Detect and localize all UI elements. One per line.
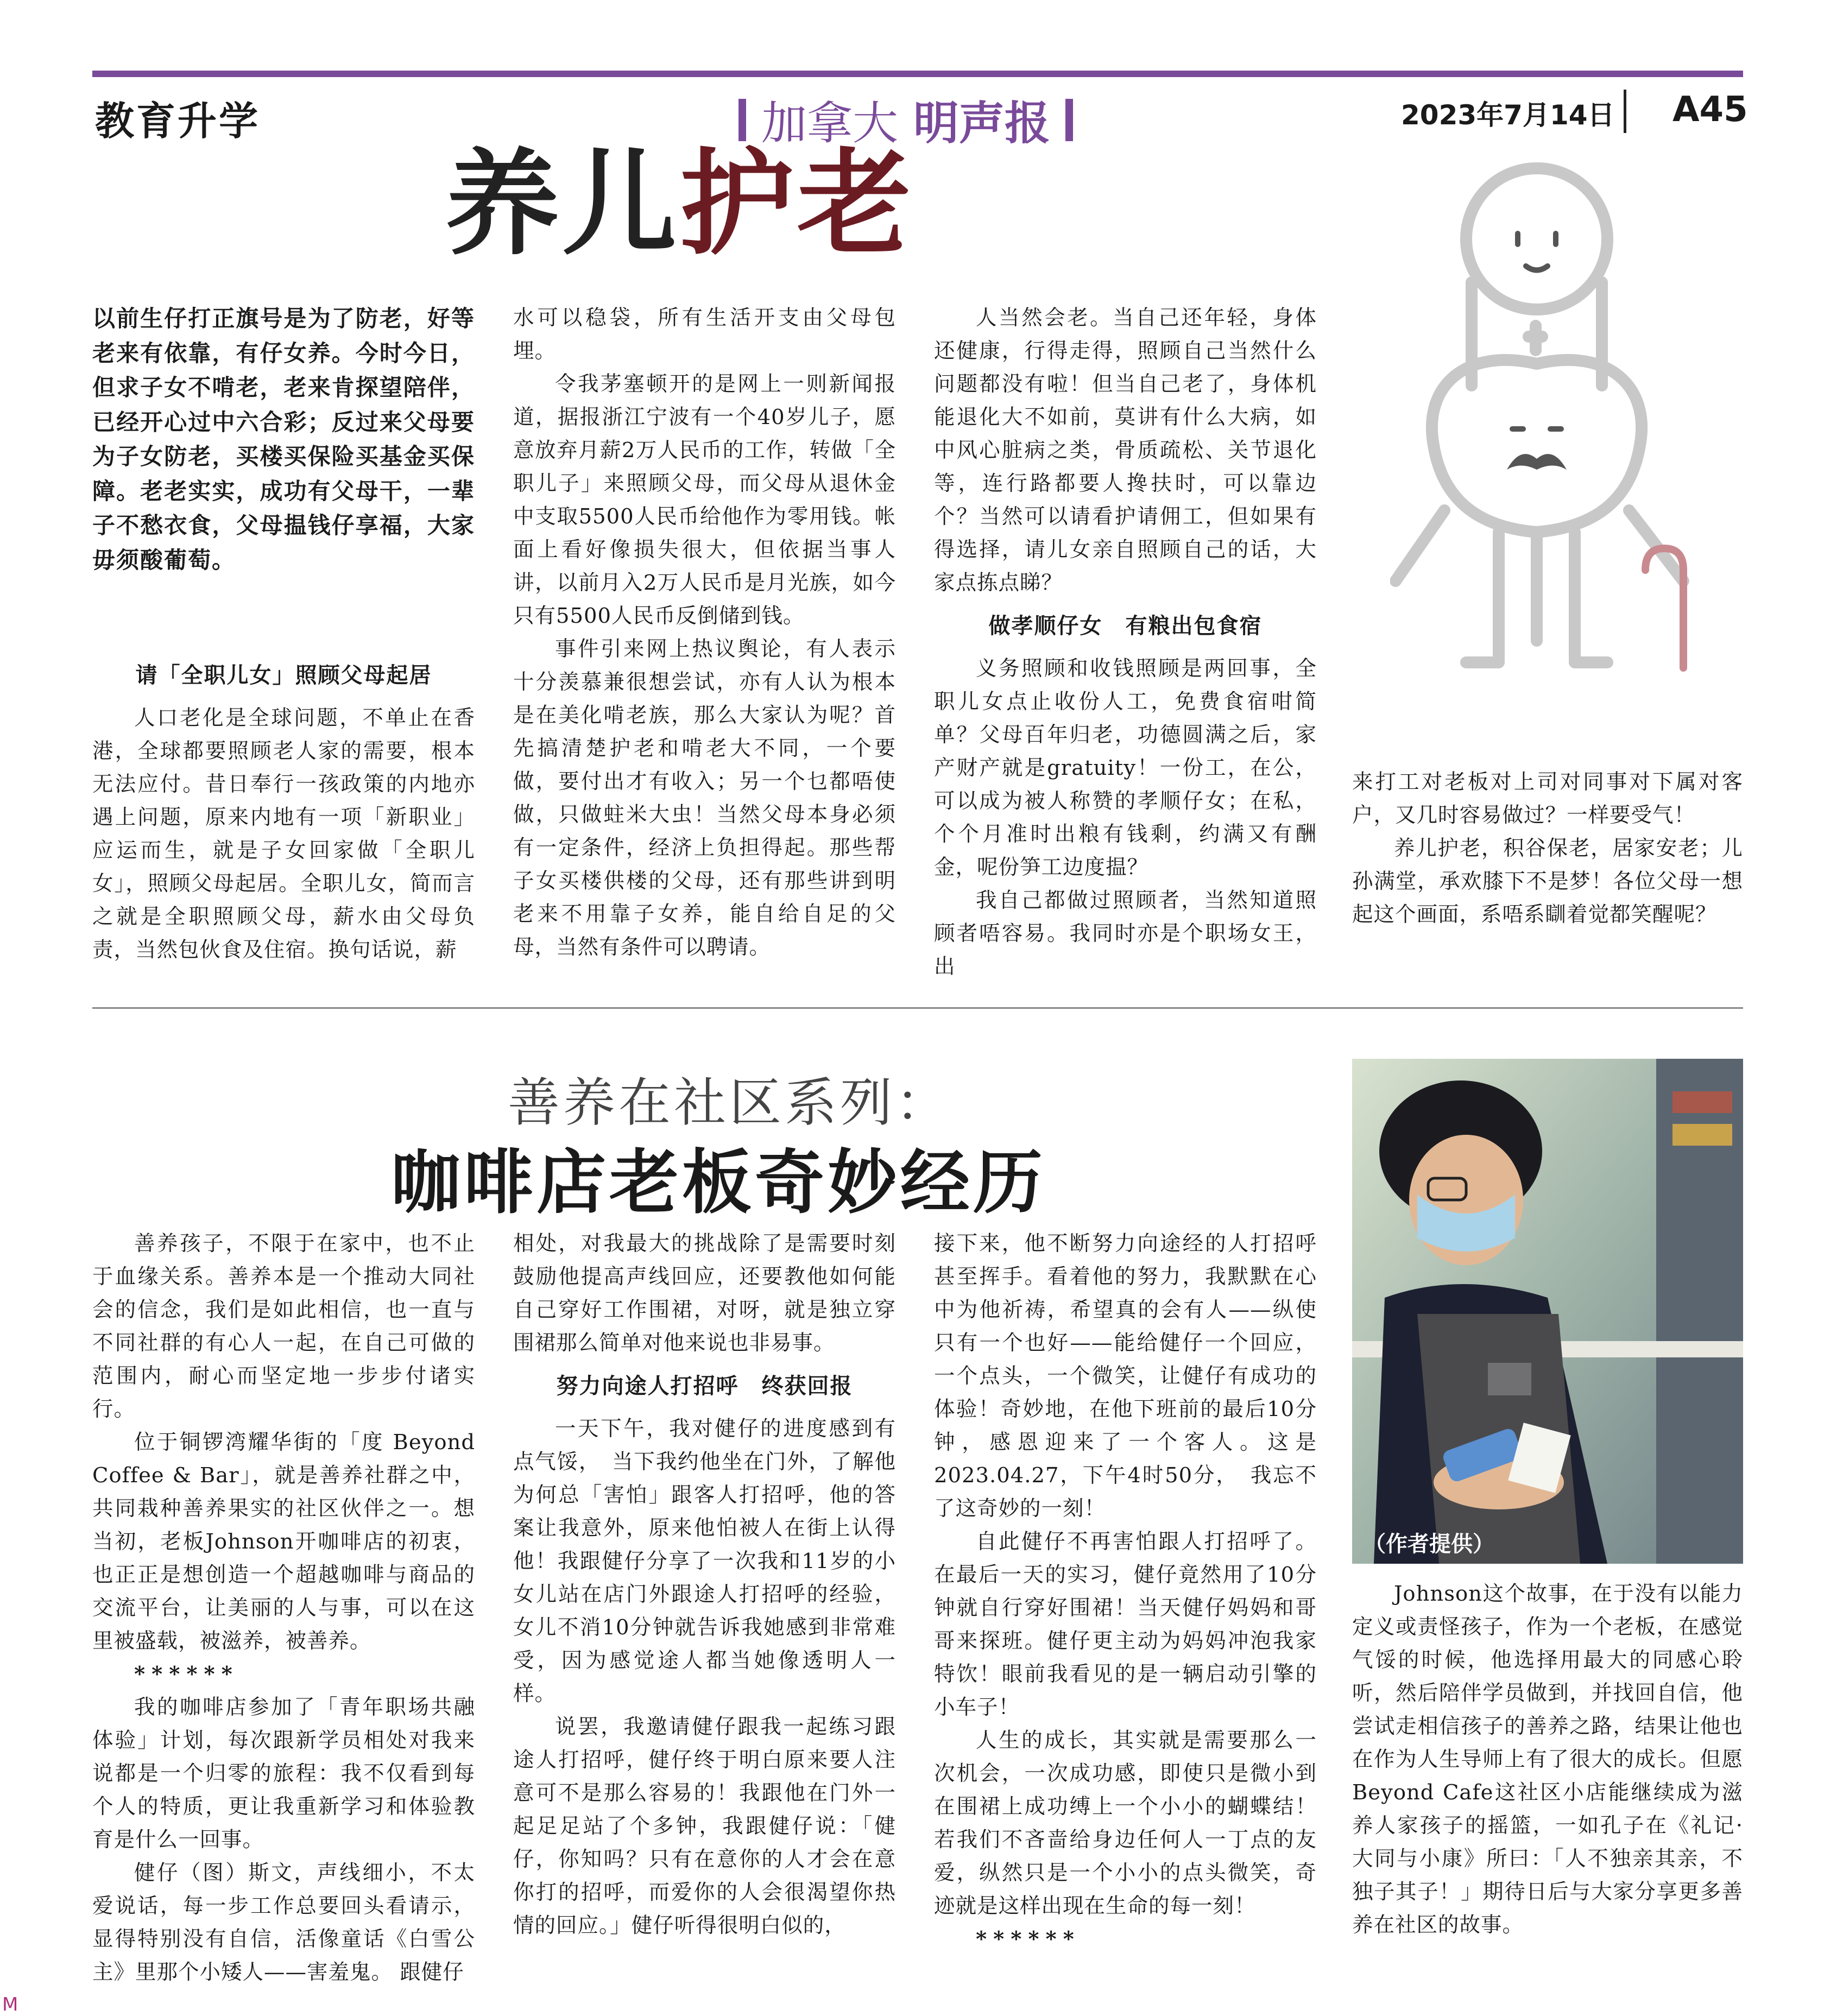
article-divider <box>92 1007 1743 1009</box>
paragraph: Johnson这个故事，在于没有以能力定义或责怪孩子，作为一个老板，在感觉气馁的时候，他选择用最大的同感心聆听，然后陪伴学员做到，并找回自信，他尝试走相信孩子的善养之路，结果让他也在作为人生导师上有了很大的成长。但愿Beyond Cafe这社区小店能继续成为滋养人家孩子的摇篮，一如孔子在《礼记·大同与小康》所曰：「人不独亲其亲，不独子其子！」期待日后与大家分享更多善养在社区的故事。 <box>1352 1582 1743 1937</box>
article2-col3 <box>934 1227 1317 1956</box>
masthead-bar-right <box>1065 99 1073 141</box>
elderly-father-carrying-son-icon <box>1390 157 1738 700</box>
article2-series-title: 善养在社区系列： <box>508 1072 951 1133</box>
article1-subhead-1: 请「全职儿女」照顾父母起居 <box>135 662 432 688</box>
paragraph: 接下来，他不断努力向途经的人打招呼甚至挥手。看着他的努力，我默默在心中为他祈祷，希望真的会有人——纵使只有一个也好——能给健仔一个回应，一个点头，一个微笑，让健仔有成功的体验！奇妙地，在他下班前的最后10分钟，感恩迎来了一个客人。这是2023.04.27，下午4时50分， 我忘不了这奇妙的一刻！ <box>934 1231 1317 1521</box>
article1-col3 <box>934 301 1317 983</box>
article2-col4 <box>1352 1577 1743 1942</box>
paragraph: 善养孩子，不限于在家中，也不止于血缘关系。善养本是一个推动大同社会的信念，我们是如此相信，也一直与不同社群的有心人一起，在自己可做的范围内，耐心而坚定地一步步付诸实行。 <box>92 1231 475 1421</box>
article1-subhead-2: 做孝顺仔女 有粮出包食宿 <box>988 613 1263 639</box>
article2-subhead: 努力向途人打招呼 终获回报 <box>556 1373 853 1399</box>
article2-photo <box>1352 1059 1743 1564</box>
paragraph: 人生的成长，其实就是需要那么一次机会，一次成功感，即使只是微小到在围裙上成功缚上一个小小的蝴蝶结！若我们不吝啬给身边任何人一丁点的友爱，纵然只是一个小小的点头微笑，奇迹就是这样出现在生命的每一刻！ <box>934 1728 1317 1918</box>
paragraph: 位于铜锣湾耀华街的「度 Beyond Coffee & Bar」，就是善养社群之中，共同栽种善养果实的社区伙伴之一。想当初，老板Johnson开咖啡店的初衷，也正正是想创造一个超越咖啡与商品的交流平台，让美丽的人与事，可以在这里被盛载，被滋养，被善养。 <box>92 1430 475 1653</box>
section-break: ****** <box>134 1662 239 1686</box>
photo-credit: （作者提供） <box>1364 1532 1494 1557</box>
paragraph: 人口老化是全球问题，不单止在香港，全球都要照顾老人家的需要，根本无法应付。昔日奉行一孩政策的内地亦遇上问题，原来内地有一项「新职业」应运而生，就是子女回家做「全职儿女」，照顾父母起居。全职儿女，简而言之就是全职照顾父母，薪水由父母负责，当然包伙食及住宿。换句话说，薪 <box>92 706 475 962</box>
issue-date: 2023年7月14日 <box>1401 99 1615 131</box>
paragraph: 人当然会老。当自己还年轻，身体还健康，行得走得，照顾自己当然什么问题都没有啦！但当自己老了，身体机能退化大不如前，莫讲有什么大病，如中风心脏病之类，骨质疏松、关节退化等，连行路都要人搀扶时，可以靠边个？当然可以请看护请佣工，但如果有得选择，请儿女亲自照顾自己的话，大家点拣点睇？ <box>934 306 1317 595</box>
corner-mark: M <box>2 1994 18 2015</box>
article2-col1 <box>92 1227 475 1989</box>
article1-title <box>445 136 915 270</box>
header-divider <box>1624 90 1626 133</box>
section-break: ****** <box>976 1927 1081 1951</box>
top-rule <box>92 71 1743 77</box>
paragraph: 我自己都做过照顾者，当然知道照顾者唔容易。我同时亦是个职场女王，出 <box>934 888 1317 979</box>
paragraph: 令我茅塞顿开的是网上一则新闻报道，据报浙江宁波有一个40岁儿子，愿意放弃月薪2万人民币的工作，转做「全职儿子」来照顾父母，而父母从退休金中支取5500人民币给他作为零用钱。帐面上看好像损失很大，但依据当事人讲，以前月入2万人民币是月光族，如今只有5500人民币反倒储到钱。 <box>513 372 896 628</box>
article1-title-red: 护老 <box>680 136 915 270</box>
paragraph: 自此健仔不再害怕跟人打招呼了。在最后一天的实习，健仔竟然用了10分钟就自行穿好围裙！当天健仔妈妈和哥哥来探班。健仔更主动为妈妈冲泡我家特饮！眼前我看见的是一辆启动引擎的小车子！ <box>934 1530 1317 1720</box>
paragraph: 一天下午，我对健仔的进度感到有点气馁， 当下我约他坐在门外，了解他为何总「害怕」跟客人打招呼，他的答案让我意外，原来他怕被人在街上认得他！我跟健仔分享了一次我和11岁的小女儿站在店门外跟途人打招呼的经验，女儿不消10分钟就告诉我她感到非常难受，因为感觉途人都当她像透明人一样。 <box>513 1417 896 1706</box>
article1-lead: 以前生仔打正旗号是为了防老，好等老来有依靠，有仔女养。今时今日，但求子女不啃老，老来肯探望陪伴，已经开心过中六合彩；反过来父母要为子女防老，买楼买保险买基金买保障。老老实实，成功有父母干，一辈子不愁衣食，父母揾钱仔享福，大家毋须酸葡萄。 <box>92 305 475 573</box>
page-number: A45 <box>1672 90 1748 130</box>
masthead-bar-left <box>739 99 746 141</box>
paragraph: 来打工对老板对上司对同事对下属对客户，又几时容易做过？一样要受气！ <box>1352 770 1743 827</box>
paragraph: 说罢，我邀请健仔跟我一起练习跟途人打招呼，健仔终于明白原来要人注意可不是那么容易的！我跟他在门外一起足足站了个多钟，我跟健仔说：「健仔，你知吗？只有在意你的人才会在意你打的招呼，而爱你的人会很渴望你热情的回应。」健仔听得很明白似的， <box>513 1715 896 1938</box>
article1-col1 <box>92 649 475 966</box>
article1-col4 <box>1352 766 1743 931</box>
article1-col2 <box>513 301 896 964</box>
masthead-plain: 加拿大 <box>761 97 899 150</box>
paragraph: 健仔（图）斯文，声线细小，不太爱说话，每一步工作总要回头看请示，显得特别没有自信，活像童话《白雪公主》里那个小矮人——害羞鬼。 跟健仔 <box>92 1861 475 1985</box>
paragraph: 水可以稳袋，所有生活开支由父母包埋。 <box>513 306 896 363</box>
paragraph: 事件引来网上热议舆论，有人表示十分羡慕兼很想尝试，亦有人认为根本是在美化啃老族，那么大家认为呢？首先搞清楚护老和啃老大不同，一个要做，要付出才有收入；另一个乜都唔使做，只做蛀米大虫！当然父母本身必须有一定条件，经济上负担得起。那些帮子女买楼供楼的父母，还有那些讲到明老来不用靠子女养，能自给自足的父母，当然有条件可以聘请。 <box>513 637 896 959</box>
masthead-bold: 明声报 <box>913 97 1051 150</box>
paragraph: 相处，对我最大的挑战除了是需要时刻鼓励他提高声线回应，还要教他如何能自己穿好工作围裙，对呀，就是独立穿围裙那么简单对他来说也非易事。 <box>513 1231 896 1355</box>
article2-title: 咖啡店老板奇妙经历 <box>391 1142 1046 1223</box>
section-title: 教育升学 <box>95 98 261 144</box>
article2-col2 <box>513 1227 896 1942</box>
article1-title-dark: 养儿 <box>445 136 680 270</box>
paragraph: 义务照顾和收钱照顾是两回事，全职儿女点止收份人工，免费食宿咁简单？父母百年归老，功德圆满之后，家产财产就是gratuity！一份工，在公，可以成为被人称赞的孝顺仔女；在私，个个月准时出粮有钱剩，约满又有酬金，呢份笋工边度揾？ <box>934 656 1317 880</box>
paragraph: 养儿护老，积谷保老，居家安老；儿孙满堂，承欢膝下不是梦！各位父母一想起这个画面，系唔系瞓着觉都笑醒呢？ <box>1352 836 1743 927</box>
paragraph: 我的咖啡店参加了「青年职场共融体验」计划，每次跟新学员相处对我来说都是一个归零的旅程：我不仅看到每个人的特质，更让我重新学习和体验教育是什么一回事。 <box>92 1695 475 1852</box>
barista-photo-image <box>1352 1059 1743 1564</box>
mustache-icon <box>1507 454 1567 470</box>
